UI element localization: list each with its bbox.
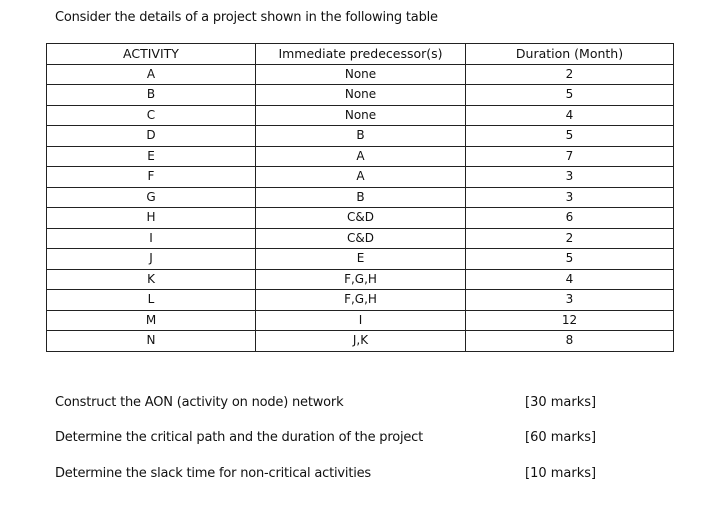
project-table bbox=[46, 43, 674, 352]
cell-activity: B bbox=[47, 85, 256, 106]
cell-activity: G bbox=[47, 187, 256, 208]
table-row bbox=[47, 146, 674, 167]
cell-duration: 2 bbox=[466, 64, 674, 85]
header-predecessor: Immediate predecessor(s) bbox=[256, 44, 466, 65]
cell-activity: M bbox=[47, 310, 256, 331]
cell-predecessor: F,G,H bbox=[256, 290, 466, 311]
header-duration: Duration (Month) bbox=[466, 44, 674, 65]
cell-predecessor: I bbox=[256, 310, 466, 331]
cell-duration: 3 bbox=[466, 167, 674, 188]
cell-activity: H bbox=[47, 208, 256, 229]
question-3-text: Determine the slack time for non-critical activities bbox=[55, 466, 372, 481]
cell-duration: 5 bbox=[466, 249, 674, 270]
cell-duration: 4 bbox=[466, 105, 674, 126]
cell-predecessor: None bbox=[256, 85, 466, 106]
cell-activity: K bbox=[47, 269, 256, 290]
cell-duration: 5 bbox=[466, 85, 674, 106]
cell-predecessor: C&D bbox=[256, 228, 466, 249]
table-row bbox=[47, 208, 674, 229]
table-row bbox=[47, 85, 674, 106]
cell-duration: 4 bbox=[466, 269, 674, 290]
question-1-marks: [30 marks] bbox=[525, 395, 597, 410]
table-row bbox=[47, 64, 674, 85]
table-row bbox=[47, 269, 674, 290]
cell-predecessor: F,G,H bbox=[256, 269, 466, 290]
cell-duration: 7 bbox=[466, 146, 674, 167]
cell-predecessor: None bbox=[256, 105, 466, 126]
cell-duration: 12 bbox=[466, 310, 674, 331]
cell-activity: D bbox=[47, 126, 256, 147]
cell-activity: A bbox=[47, 64, 256, 85]
question-2-marks: [60 marks] bbox=[525, 430, 597, 445]
cell-duration: 2 bbox=[466, 228, 674, 249]
table-row bbox=[47, 228, 674, 249]
intro-text: Consider the details of a project shown in the following table bbox=[55, 10, 438, 25]
table-row bbox=[47, 187, 674, 208]
cell-activity: I bbox=[47, 228, 256, 249]
table-row bbox=[47, 105, 674, 126]
cell-activity: F bbox=[47, 167, 256, 188]
cell-predecessor: C&D bbox=[256, 208, 466, 229]
question-1-text: Construct the AON (activity on node) network bbox=[55, 395, 344, 410]
header-activity: ACTIVITY bbox=[47, 44, 256, 65]
table-row bbox=[47, 167, 674, 188]
table-header-row bbox=[47, 44, 674, 65]
cell-predecessor: A bbox=[256, 167, 466, 188]
cell-duration: 5 bbox=[466, 126, 674, 147]
cell-predecessor: A bbox=[256, 146, 466, 167]
cell-duration: 8 bbox=[466, 331, 674, 352]
table-row bbox=[47, 331, 674, 352]
cell-duration: 3 bbox=[466, 290, 674, 311]
cell-activity: J bbox=[47, 249, 256, 270]
cell-predecessor: B bbox=[256, 187, 466, 208]
table-row bbox=[47, 249, 674, 270]
cell-predecessor: J,K bbox=[256, 331, 466, 352]
cell-predecessor: None bbox=[256, 64, 466, 85]
cell-duration: 3 bbox=[466, 187, 674, 208]
cell-predecessor: B bbox=[256, 126, 466, 147]
table-row bbox=[47, 310, 674, 331]
cell-predecessor: E bbox=[256, 249, 466, 270]
question-3-marks: [10 marks] bbox=[525, 466, 597, 481]
cell-activity: N bbox=[47, 331, 256, 352]
cell-activity: L bbox=[47, 290, 256, 311]
cell-activity: C bbox=[47, 105, 256, 126]
cell-duration: 6 bbox=[466, 208, 674, 229]
cell-activity: E bbox=[47, 146, 256, 167]
table-row bbox=[47, 290, 674, 311]
table-row bbox=[47, 126, 674, 147]
question-2-text: Determine the critical path and the duration of the project bbox=[55, 430, 424, 445]
